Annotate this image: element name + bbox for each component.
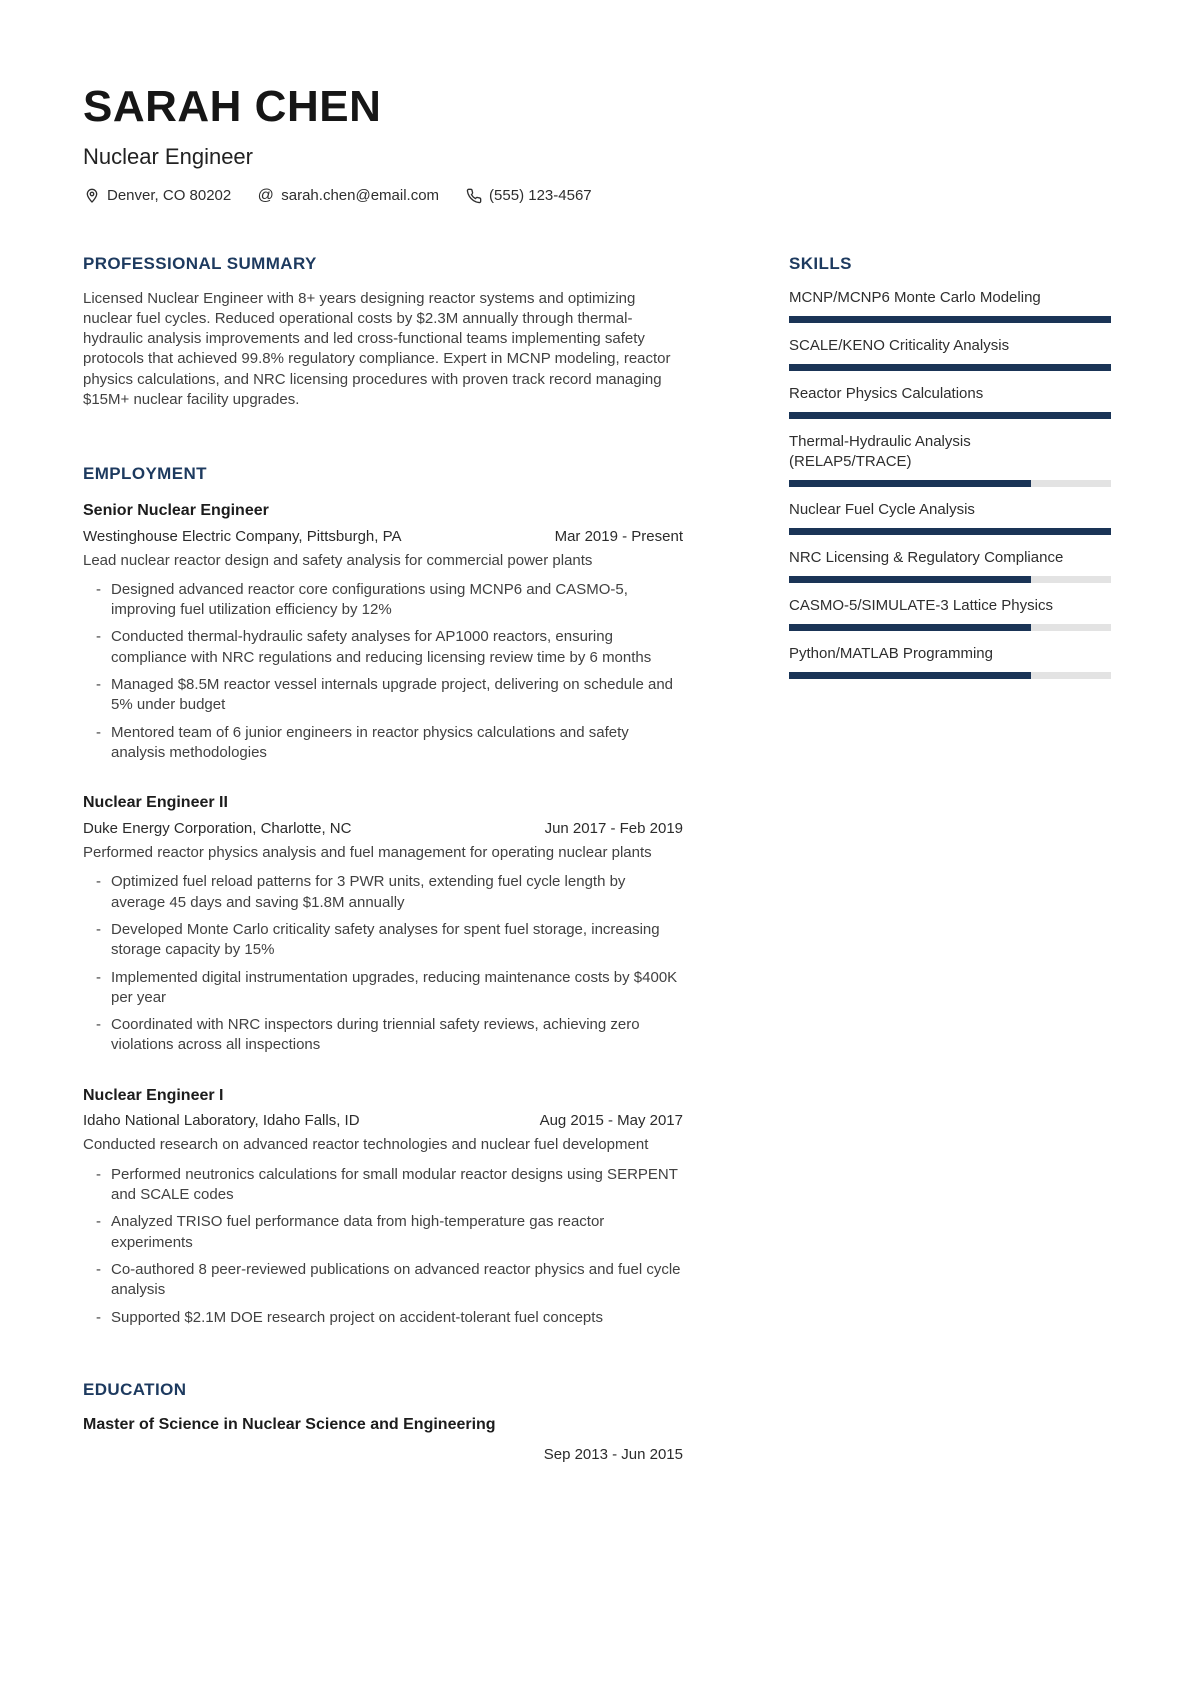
job-bullet-text: Conducted thermal-hydraulic safety analyses for AP1000 reactors, ensuring compliance with NRC regulations and reducing licensing review time by 6 months bbox=[111, 628, 652, 666]
job-bullet-text: Mentored team of 6 junior engineers in reactor physics calculations and safety analysis methodologies bbox=[111, 723, 629, 761]
job-meta-row bbox=[83, 528, 683, 545]
skills-section bbox=[789, 254, 1111, 678]
skill-label: NRC Licensing & Regulatory Compliance bbox=[789, 548, 1064, 566]
resume-body bbox=[83, 254, 1111, 1463]
skill-label: CASMO-5/SIMULATE-3 Lattice Physics bbox=[789, 596, 1053, 614]
job-bullet-text: Supported $2.1M DOE research project on accident-tolerant fuel concepts bbox=[111, 1308, 603, 1326]
bullet-marker: - bbox=[96, 1308, 101, 1326]
skill-bar-fill bbox=[789, 316, 1111, 323]
phone-icon bbox=[465, 187, 482, 204]
job-bullet-text: Developed Monte Carlo criticality safety analyses for spent fuel storage, increasing storage capacity by 15% bbox=[111, 920, 660, 959]
job-company: Westinghouse Electric Company, Pittsburgh, PA bbox=[83, 527, 402, 545]
summary-section bbox=[83, 254, 683, 410]
candidate-name: SARAH CHEN bbox=[83, 82, 382, 131]
skill-bar bbox=[789, 576, 1111, 583]
bullet-marker: - bbox=[96, 1260, 101, 1278]
job-entry bbox=[83, 793, 683, 1055]
job-bullet bbox=[83, 723, 683, 764]
job-entry bbox=[83, 501, 683, 763]
skill-item bbox=[789, 644, 1111, 679]
job-company: Duke Energy Corporation, Charlotte, NC bbox=[83, 820, 352, 838]
job-bullet bbox=[83, 1165, 683, 1206]
job-bullet-text: Optimized fuel reload patterns for 3 PWR units, extending fuel cycle length by average 45 days and saving $1.8M annually bbox=[111, 873, 626, 911]
education-heading: EDUCATION bbox=[83, 1379, 187, 1399]
skill-bar bbox=[789, 316, 1111, 323]
job-position: Nuclear Engineer I bbox=[83, 1086, 224, 1104]
candidate-title: Nuclear Engineer bbox=[83, 144, 253, 170]
job-bullet bbox=[83, 1260, 683, 1301]
contact-row bbox=[83, 187, 1111, 204]
bullet-marker: - bbox=[96, 628, 101, 646]
contact-phone bbox=[465, 187, 592, 204]
skill-bar bbox=[789, 672, 1111, 679]
skill-bar bbox=[789, 480, 1111, 487]
contact-phone-text: (555) 123-4567 bbox=[489, 187, 592, 205]
skill-bar-fill bbox=[789, 364, 1111, 371]
job-dates: Jun 2017 - Feb 2019 bbox=[544, 820, 683, 838]
bullet-marker: - bbox=[96, 1165, 101, 1183]
job-bullet bbox=[83, 872, 683, 913]
skill-bar bbox=[789, 624, 1111, 631]
bullet-marker: - bbox=[96, 1213, 101, 1231]
skill-label: Python/MATLAB Programming bbox=[789, 644, 993, 662]
job-description: Performed reactor physics analysis and fuel management for operating nuclear plants bbox=[83, 844, 652, 862]
job-bullet bbox=[83, 580, 683, 621]
skill-bar bbox=[789, 364, 1111, 371]
job-company: Idaho National Laboratory, Idaho Falls, ID bbox=[83, 1112, 360, 1130]
skill-bar-fill bbox=[789, 528, 1111, 535]
bullet-marker: - bbox=[96, 723, 101, 741]
skill-item bbox=[789, 384, 1111, 419]
location-pin-icon bbox=[83, 187, 100, 204]
job-bullet bbox=[83, 920, 683, 961]
job-description: Lead nuclear reactor design and safety analysis for commercial power plants bbox=[83, 551, 593, 569]
job-bullet-text: Implemented digital instrumentation upgrades, reducing maintenance costs by $400K per year bbox=[111, 968, 678, 1006]
skill-bar bbox=[789, 528, 1111, 535]
contact-location bbox=[83, 187, 231, 204]
skill-label: Thermal-Hydraulic Analysis (RELAP5/TRACE) bbox=[789, 432, 971, 470]
job-dates: Aug 2015 - May 2017 bbox=[539, 1112, 683, 1130]
skill-item bbox=[789, 432, 1111, 487]
contact-email-text: sarah.chen@email.com bbox=[281, 187, 440, 205]
job-bullet-text: Analyzed TRISO fuel performance data from high-temperature gas reactor experiments bbox=[111, 1213, 605, 1251]
skill-item bbox=[789, 336, 1111, 371]
skill-label: SCALE/KENO Criticality Analysis bbox=[789, 336, 1010, 354]
skill-label: Nuclear Fuel Cycle Analysis bbox=[789, 500, 975, 518]
left-column bbox=[83, 254, 683, 1463]
skill-bar-fill bbox=[789, 624, 1031, 631]
skills-list bbox=[789, 288, 1111, 679]
skill-item bbox=[789, 596, 1111, 631]
job-bullets bbox=[83, 872, 683, 1055]
right-column bbox=[789, 254, 1111, 1463]
job-bullet bbox=[83, 627, 683, 668]
job-bullet bbox=[83, 1015, 683, 1056]
job-description: Conducted research on advanced reactor technologies and nuclear fuel development bbox=[83, 1136, 649, 1154]
skill-item bbox=[789, 548, 1111, 583]
skill-bar-fill bbox=[789, 672, 1031, 679]
employment-section bbox=[83, 464, 683, 1328]
skill-item bbox=[789, 288, 1111, 323]
skill-bar-fill bbox=[789, 480, 1031, 487]
job-bullet-text: Managed $8.5M reactor vessel internals upgrade project, delivering on schedule and 5% under budget bbox=[111, 676, 674, 714]
education-dates: Sep 2013 - Jun 2015 bbox=[543, 1446, 683, 1464]
bullet-marker: - bbox=[96, 1016, 101, 1034]
education-degree: Master of Science in Nuclear Science and Engineering bbox=[83, 1416, 496, 1434]
at-icon: @ bbox=[257, 186, 274, 204]
job-meta-row bbox=[83, 820, 683, 837]
bullet-marker: - bbox=[96, 873, 101, 891]
summary-heading: PROFESSIONAL SUMMARY bbox=[83, 254, 317, 274]
employment-heading: EMPLOYMENT bbox=[83, 464, 207, 484]
job-bullet-text: Co-authored 8 peer-reviewed publications on advanced reactor physics and fuel cycle analysis bbox=[111, 1260, 681, 1299]
jobs-list bbox=[83, 501, 683, 1328]
job-position: Senior Nuclear Engineer bbox=[83, 501, 269, 519]
skill-label: Reactor Physics Calculations bbox=[789, 384, 984, 402]
skills-heading: SKILLS bbox=[789, 254, 852, 274]
job-bullet bbox=[83, 1212, 683, 1253]
job-bullet-text: Performed neutronics calculations for small modular reactor designs using SERPENT and SCALE codes bbox=[111, 1165, 678, 1204]
skill-label: MCNP/MCNP6 Monte Carlo Modeling bbox=[789, 288, 1041, 306]
skill-item bbox=[789, 500, 1111, 535]
job-bullets bbox=[83, 1165, 683, 1328]
summary-text: Licensed Nuclear Engineer with 8+ years designing reactor systems and optimizing nuclear fuel cycles. Reduced operational costs by $2.3M annually through thermal-hydraulic analysis improvements and led cross-functional teams implementing safety protocols that achieved 99.8% regulatory compliance. Expert in MCNP modeling, reactor physics calculations, and NRC licensing procedures with proven track record managing $15M+ nuclear facility upgrades. bbox=[83, 289, 671, 409]
job-bullets bbox=[83, 580, 683, 763]
job-bullet bbox=[83, 968, 683, 1009]
job-entry bbox=[83, 1086, 683, 1328]
skill-bar bbox=[789, 412, 1111, 419]
contact-location-text: Denver, CO 80202 bbox=[107, 187, 232, 205]
job-dates: Mar 2019 - Present bbox=[554, 527, 683, 545]
job-bullet bbox=[83, 675, 683, 716]
skill-bar-fill bbox=[789, 576, 1031, 583]
bullet-marker: - bbox=[96, 676, 101, 694]
bullet-marker: - bbox=[96, 968, 101, 986]
resume-header bbox=[83, 84, 1111, 204]
skill-bar-fill bbox=[789, 412, 1111, 419]
bullet-marker: - bbox=[96, 580, 101, 598]
job-meta-row bbox=[83, 1112, 683, 1129]
job-bullet bbox=[83, 1308, 683, 1328]
bullet-marker: - bbox=[96, 920, 101, 938]
job-bullet-text: Coordinated with NRC inspectors during triennial safety reviews, achieving zero violations across all inspections bbox=[111, 1016, 640, 1054]
contact-email bbox=[257, 187, 439, 204]
job-position: Nuclear Engineer II bbox=[83, 794, 228, 812]
job-bullet-text: Designed advanced reactor core configurations using MCNP6 and CASMO-5, improving fuel utilization efficiency by 12% bbox=[111, 580, 628, 619]
education-section bbox=[83, 1380, 683, 1463]
